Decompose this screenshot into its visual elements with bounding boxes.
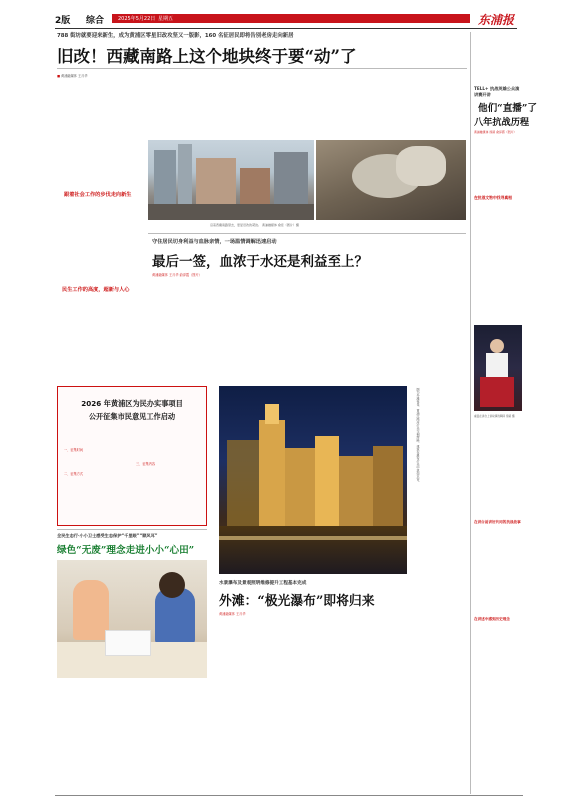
- speaker-photo-caption: 重温在讲台上讲故事的瞬间 徐颖 摄: [474, 415, 515, 418]
- right-byline: 黄浦融媒体 徐颖 俞泽霞（图片）: [474, 130, 517, 134]
- footer-rule: [55, 795, 523, 796]
- story4-headline: 外滩：“极光瀑布”即将归来: [219, 594, 375, 609]
- story2-col-4: [384, 279, 466, 384]
- lead-photo-caption: 沿着西藏南路望去，更显旧改的紧迫。 黄浦融媒体 俞佳（图片）摄: [210, 223, 299, 227]
- story2-col-3: [306, 279, 378, 384]
- right-headline-2: 八年抗战历程: [474, 117, 530, 128]
- kids-craft-photo: [57, 560, 207, 678]
- right-body-3: [474, 420, 522, 518]
- story2-col-1: [152, 279, 224, 384]
- story4-col-1: [219, 618, 277, 794]
- section-name: 综合: [86, 16, 105, 26]
- story2-col-2: [229, 279, 301, 384]
- lead-photo: [148, 140, 314, 220]
- right-subhead-3: 在讲述中感到历史理念: [474, 617, 510, 621]
- notice-item-3: 三、征集内容: [136, 462, 156, 466]
- notice-title-1: 2026 年黄浦区为民办实事项目: [81, 399, 183, 408]
- lead-byline: ■ 黄浦融媒体 王月华: [57, 74, 88, 78]
- right-subhead-2: 在讲台前讲好共同的抗战故事: [474, 520, 521, 524]
- story3-kicker: 全民生态行·小小卫士感受生态保护“千里眼”“顺风耳”: [57, 533, 158, 538]
- lead-body-2: [57, 199, 141, 285]
- right-body-4: [474, 527, 522, 615]
- lead-body-1: [57, 80, 141, 190]
- story2-col-5: [424, 386, 466, 572]
- right-subhead-1: 在抗战文物中找寻真相: [474, 195, 512, 200]
- story4-byline: 黄浦融媒体 王月华: [219, 612, 246, 616]
- lead-subhead-2: 民生工作的高度，超新与人心: [62, 287, 130, 293]
- header-rule: [55, 28, 517, 29]
- lead-headline: 旧改！西藏南路上这个地块终于要“动”了: [57, 47, 357, 66]
- bund-vertical-caption: 图为外滩夜景，黄浦江两岸灯光交相辉映，建筑在瀑布灯光中犹如水帘。: [416, 388, 420, 484]
- story4-col-3: [345, 618, 405, 794]
- story3-headline: 绿色“无废”理念走进小小“心田”: [57, 545, 195, 556]
- notice-box: [57, 386, 207, 526]
- speaker-photo: [474, 325, 522, 411]
- masthead-logo: 东浦报: [478, 13, 515, 27]
- story3-col-1: [57, 682, 129, 794]
- story2-kicker: 守住居民切身利益与血脉亲情，一场温情调解迅速启动: [152, 239, 277, 245]
- notice-item-1: 一、征集时间: [64, 448, 84, 452]
- right-headline-1: 他们“直播”了: [478, 103, 538, 114]
- right-body-5: [474, 624, 522, 794]
- story4-col-4: [410, 618, 466, 794]
- issue-date: 2025年5月22日: [118, 16, 156, 22]
- bund-night-photo: [219, 386, 407, 574]
- lead-rule: [57, 68, 467, 69]
- right-body-2: [474, 202, 522, 322]
- lead-subhead-1: 跟着社会工作的步伐走向新生: [64, 192, 132, 198]
- story2-headline: 最后一签，血浓于水还是利益至上？: [152, 254, 368, 270]
- notice-item-2: 二、征集方式: [64, 472, 84, 476]
- story4-col-2: [282, 618, 340, 794]
- right-kicker: TELL+ 抗战英雄公众演讲赛开讲: [474, 86, 520, 97]
- page-header: [0, 0, 566, 30]
- notice-body-1: [64, 419, 130, 519]
- lead-kicker: 788 街坊就要迎来新生，成为黄浦区零星旧改攻坚又一版影，160 名征居民即将告别老房走向新居: [57, 33, 294, 39]
- page-number: 2版: [55, 16, 71, 26]
- issue-weekday: 星期五: [158, 16, 174, 22]
- story2-rule: [148, 233, 466, 234]
- story4-kicker: 水景瀑布及景观照明维修提升工程基本完成: [219, 581, 307, 586]
- story3-rule: [57, 529, 207, 530]
- lead-photo-2: [316, 140, 466, 220]
- right-column-divider: [470, 32, 471, 794]
- notice-body-2: [136, 419, 202, 519]
- story3-col-2: [134, 682, 207, 794]
- story2-byline: 黄浦融媒体 王月华 俞泽霞（图片）: [152, 273, 202, 277]
- lead-body-3: [57, 294, 141, 388]
- notice-title-2: 公开征集市民意见工作启动: [88, 412, 176, 421]
- right-body-1: [474, 137, 522, 193]
